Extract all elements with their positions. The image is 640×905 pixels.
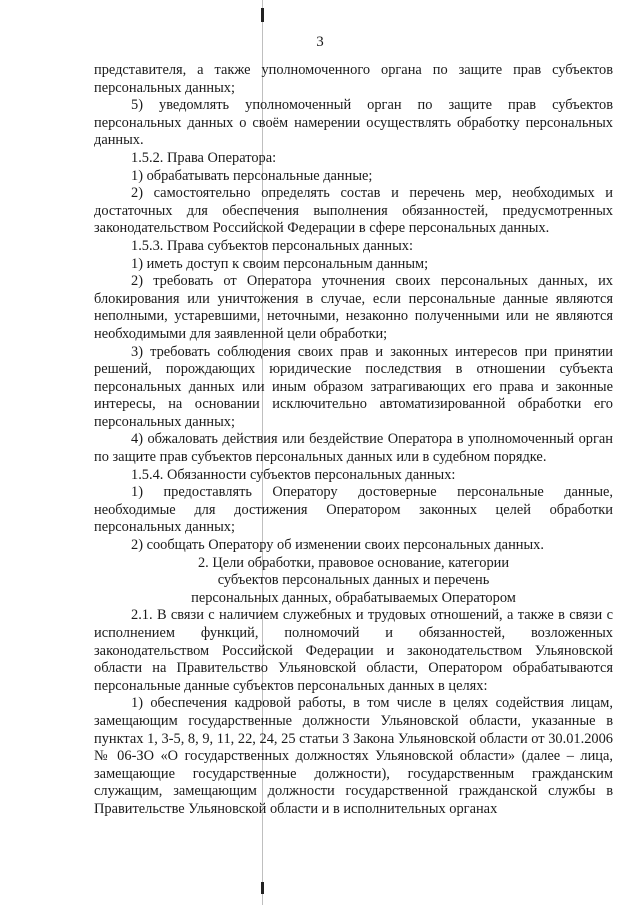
scan-mark-bottom	[261, 882, 264, 894]
scan-mark-top	[261, 8, 264, 22]
paragraph: 2.1. В связи с наличием служебных и трудовых отношений, а также в связи с исполнением функций, полномочий и обязанностей, возложенных законодательством Российской Федерации и законодательством Ульяновской области на Правительство Ульяновской области, Оператором обрабатываются персональные данные субъектов персональных данных в целях:	[94, 607, 613, 694]
list-item: 1) обеспечения кадровой работы, в том числе в целях содействия лицам, замещающим государственные должности Ульяновской области, указанные в пунктах 1, 3-5, 8, 9, 11, 22, 24, 25 статьи 3 Закона Ульяновской области от 30.01.2006 № 06-ЗО «О государственных должностях Ульяновской области» (далее – лица, замещающие государственные должности), государственным гражданским служащим, замещающим должности государственной гражданской службы в Правительстве Ульяновской области и в исполнительных органах	[94, 695, 613, 817]
list-item: 3) требовать соблюдения своих прав и законных интересов при принятии решений, порождающих юридические последствия в отношении субъекта персональных данных или иным образом затрагивающих его права и законные интересы, на основании исключительно автоматизированной обработки его персональных данных;	[94, 343, 613, 430]
subsection-heading: 1.5.3. Права субъектов персональных данных:	[131, 237, 413, 254]
list-item: 1) иметь доступ к своим персональным данным;	[131, 255, 429, 272]
subsection-heading: 1.5.2. Права Оператора:	[131, 149, 277, 166]
list-item: 2) сообщать Оператору об изменении своих персональных данных.	[131, 537, 544, 554]
document-body	[94, 62, 613, 819]
list-item: 1) предоставлять Оператору достоверные персональные данные, необходимые для достижения Оператором законных целей обработки персональных данных;	[94, 484, 613, 536]
list-item: 1) обрабатывать персональные данные;	[131, 167, 373, 184]
section-heading-line: 2. Цели обработки, правовое основание, категории	[197, 554, 510, 571]
section-heading-line: субъектов персональных данных и перечень	[217, 572, 490, 589]
list-item: 2) самостоятельно определять состав и перечень мер, необходимых и достаточных для обеспечения выполнения обязанностей, предусмотренных законодательством Российской Федерации в сфере персональных данных.	[94, 185, 613, 237]
page-number: 3	[316, 34, 324, 50]
list-item: 4) обжаловать действия или бездействие Оператора в уполномоченный орган по защите прав субъектов персональных данных или в судебном порядке.	[94, 431, 613, 466]
list-item: 5) уведомлять уполномоченный орган по защите прав субъектов персональных данных о своём намерении осуществлять обработку персональных данных.	[94, 97, 613, 149]
section-heading-line: персональных данных, обрабатываемых Оператором	[191, 589, 516, 606]
paragraph: представителя, а также уполномоченного органа по защите прав субъектов персональных данных;	[94, 62, 613, 96]
subsection-heading: 1.5.4. Обязанности субъектов персональных данных:	[131, 466, 456, 483]
list-item: 2) требовать от Оператора уточнения своих персональных данных, их блокирования или уничтожения в случае, если персональные данные являются неполными, устаревшими, неточными, незаконно полученными или не являются необходимыми для заявленной цели обработки;	[94, 273, 613, 342]
